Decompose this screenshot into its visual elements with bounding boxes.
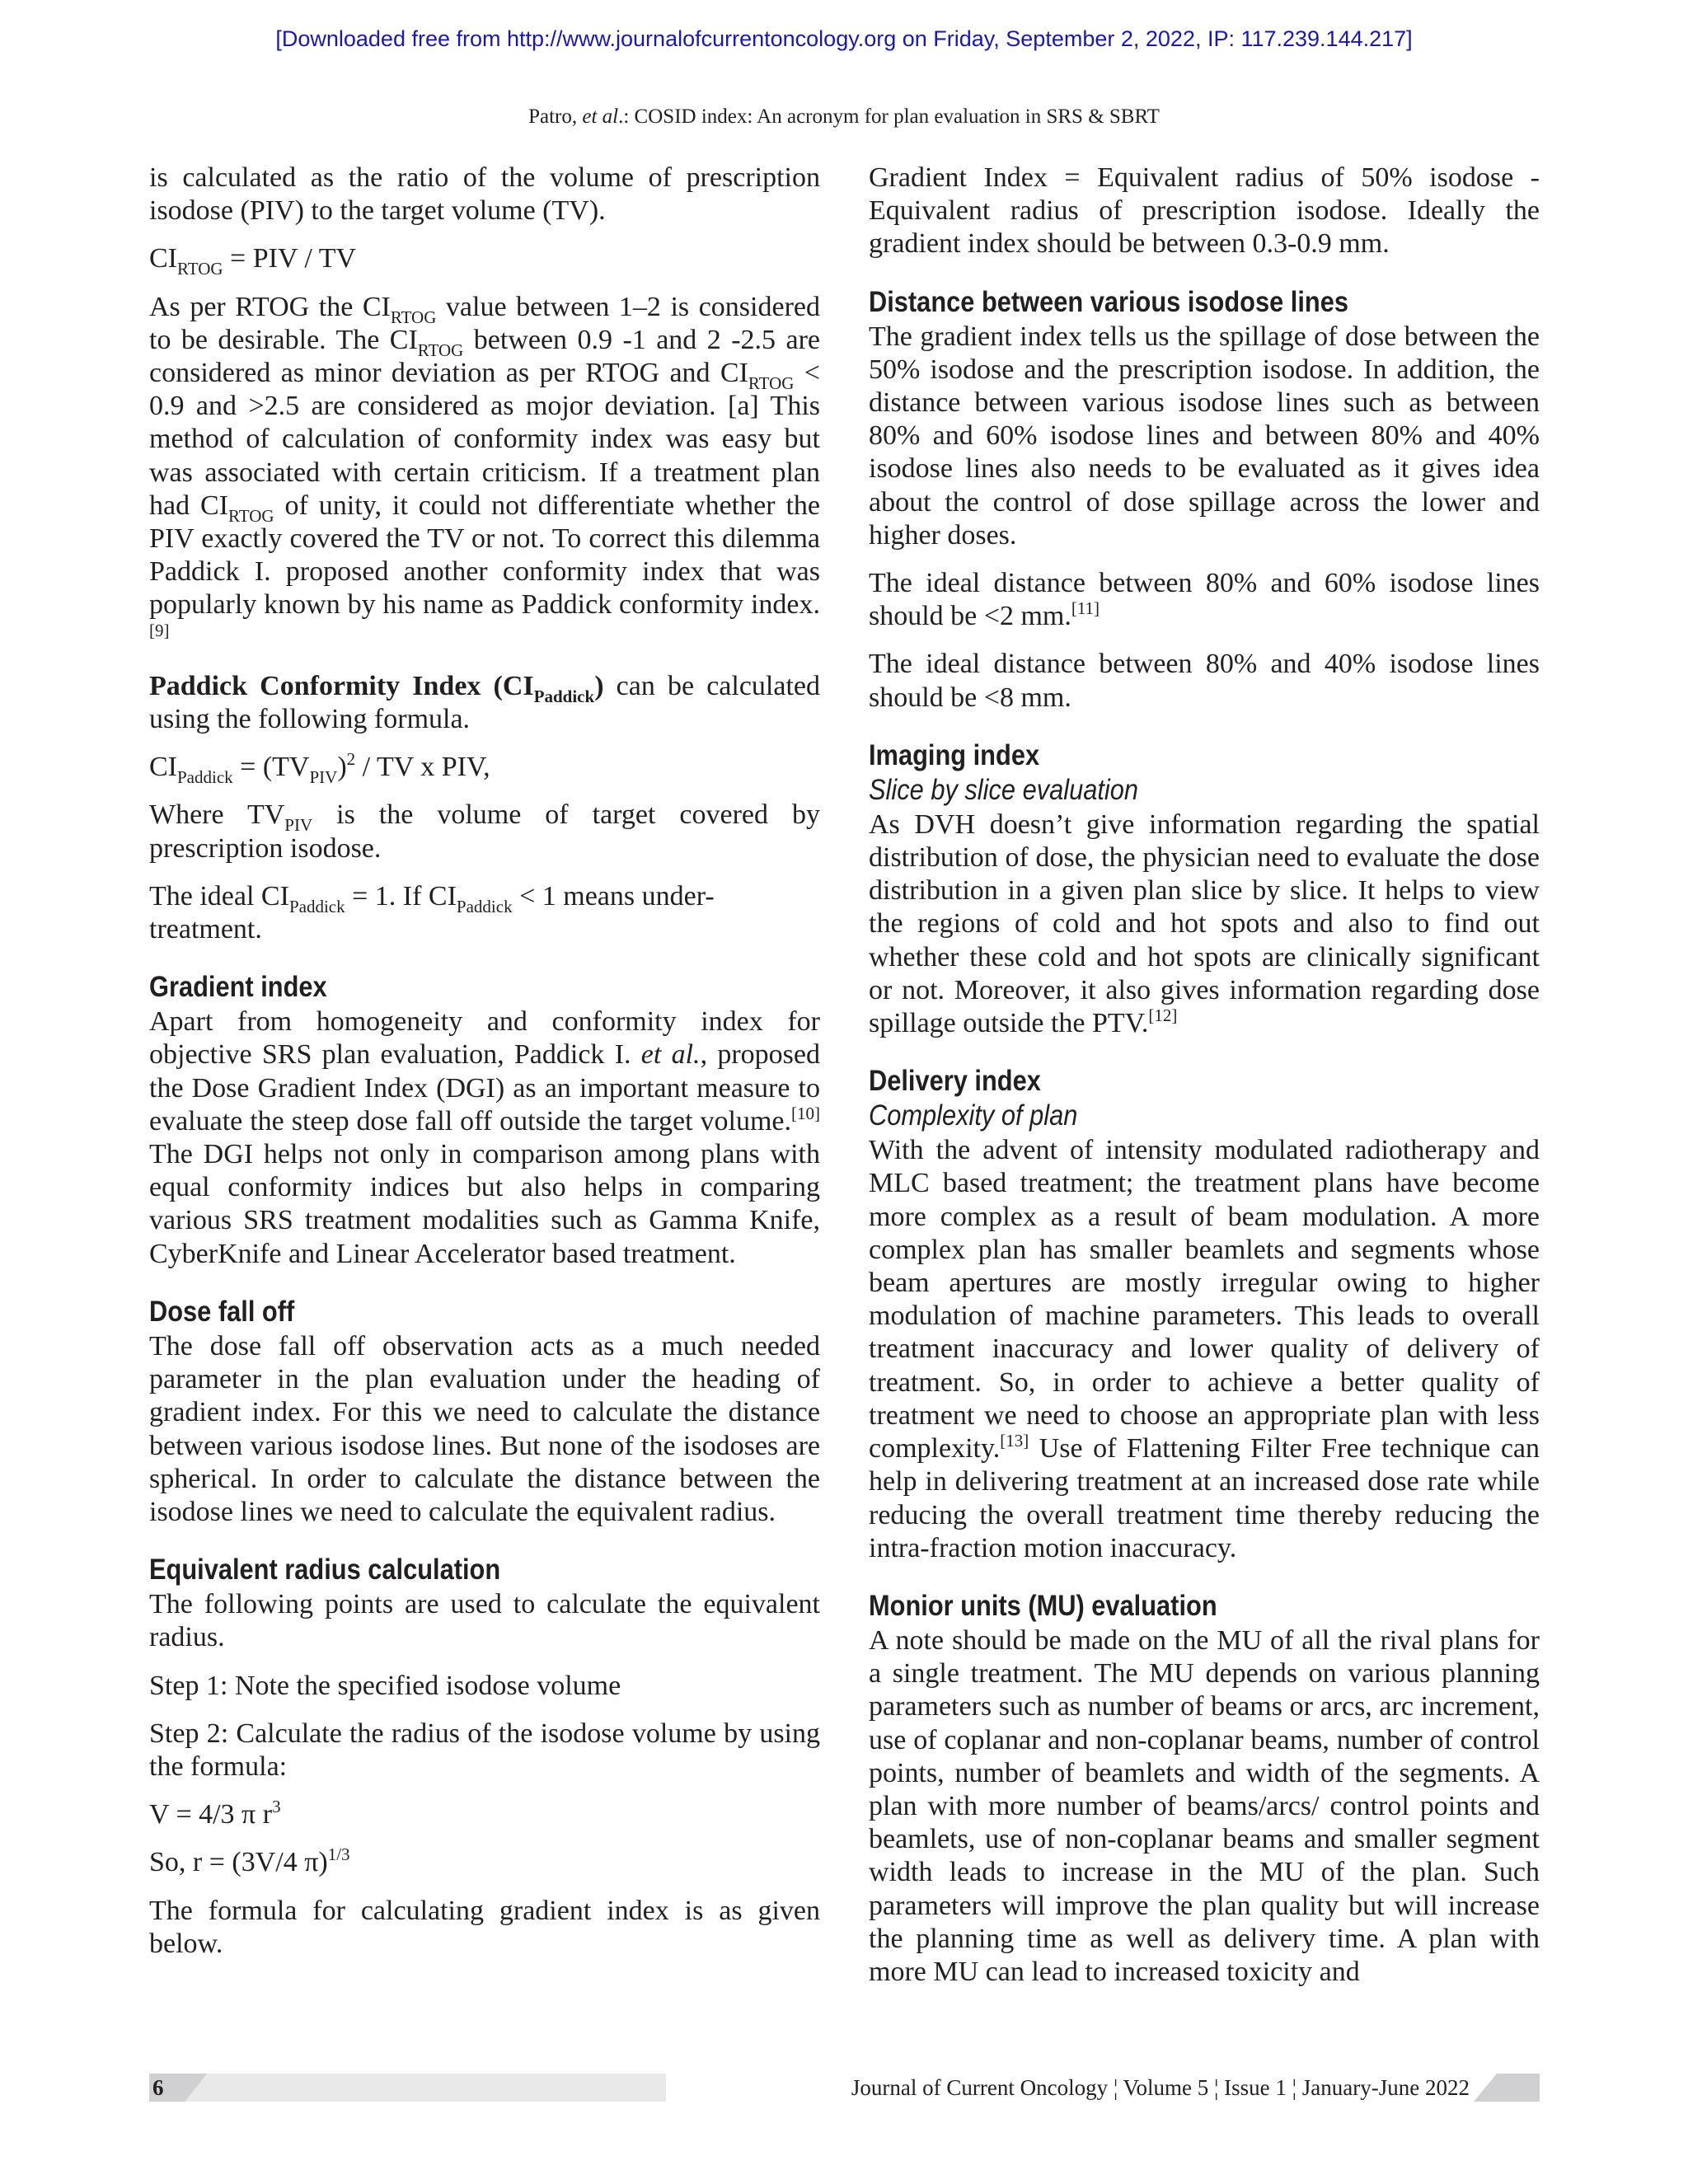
header-etal: et al (582, 105, 619, 128)
text-run: Where TV (149, 799, 285, 831)
text-run: / TV x PIV, (355, 752, 490, 783)
superscript: 3 (272, 1797, 281, 1817)
ideal-80-40-paragraph: The ideal distance between 80% and 40% isodose lines should be <8 mm. (869, 649, 1540, 713)
distance-isodose-heading: Distance between various isodose lines (869, 285, 1348, 318)
text-run: is the volume of target covered by prescription isodose. (149, 799, 820, 864)
header-authors: Patro, (528, 105, 583, 128)
superscript: 1/3 (327, 1844, 350, 1865)
subscript: RTOG (390, 307, 437, 327)
formula-sub: RTOG (177, 259, 223, 279)
gradient-index-paragraph (149, 1005, 820, 1271)
journal-info: Journal of Current Oncology ¦ Volume 5 ¦ Issue 1 ¦ January-June 2022 (851, 2075, 1470, 2100)
subscript: PIV (309, 767, 338, 788)
subscript: RTOG (228, 505, 274, 526)
delivery-index-paragraph (869, 1134, 1540, 1565)
formula-intro-paragraph: The formula for calculating gradient index is as given below. (149, 1895, 820, 1959)
delivery-index-heading: Delivery index (869, 1065, 1041, 1098)
text-run: With the advent of intensity modulated radiotherapy and MLC based treatment; the treatment plans have become more complex as a result of beam modulation. A more complex plan has smaller beamlets and segments whose beam apertures are mostly irregular owing to higher modulation of machine parameters. This leads to overall treatment inaccuracy and lower quality of delivery of treatment. So, in order to achieve a better quality of treatment we need to choose an appropriate plan with less complexity. (869, 1135, 1540, 1465)
right-column (869, 162, 1540, 2004)
volume-formula (149, 1798, 820, 1831)
gradient-formula-paragraph: Gradient Index = Equivalent radius of 50% isodose - Equivalent radius of prescription isodose. Ideally the gradient index should be between 0.3-0.9 mm. (869, 162, 1540, 260)
subscript: Paddick (288, 896, 345, 916)
text-run: can be calculated using the following formula. (149, 670, 820, 735)
bold-term: Paddick Conformity Index (CI (149, 670, 534, 701)
ci-rtog-formula (149, 242, 820, 279)
text-run: As DVH doesn’t give information regarding the spatial distribution of dose, the physician need to evaluate the dose distribution in a given plan slice by slice. It helps to view the regions of cold and hot spots and also to find out whether these cold and hot spots are clinically significant or not. Moreover, it also gives information regarding dose spillage outside the PTV. (869, 808, 1540, 1039)
text-run: = (TV (232, 752, 310, 783)
monitor-units-heading: Monior units (MU) evaluation (869, 1589, 1217, 1622)
italic-text: et al. (640, 1039, 701, 1071)
text-run: Apart from homogeneity and conformity index for objective SRS plan evaluation, Paddick I. (149, 1006, 820, 1071)
download-banner: [Downloaded free from http://www.journalofcurrentoncology.org on Friday, September 2, 2022, IP: 117.239.144.217] (275, 26, 1413, 51)
step-2: Step 2: Calculate the radius of the isodose volume by using the formula: (149, 1718, 820, 1782)
ideal-paddick-paragraph (149, 880, 820, 946)
text-run: The ideal CI (149, 880, 289, 912)
subscript: Paddick (177, 767, 233, 788)
text-run: Use of Flattening Filter Free technique can help in delivering treatment at an increased dose rate while reducing the overall treatment time thereby reducing the intra-fraction motion inaccuracy. (869, 1433, 1540, 1563)
rtog-paragraph (149, 291, 820, 655)
where-paragraph (149, 799, 820, 865)
text-run: The DGI helps not only in comparison among plans with equal conformity indices but also helps in comparing various SRS treatment modalities such as Gamma Knife, CyberKnife and Linear Accelerator based treatment. (149, 1139, 820, 1269)
superscript: 2 (346, 749, 356, 770)
distance-isodose-paragraph: The gradient index tells us the spillage of dose between the 50% isodose and the prescription isodose. In addition, the distance between various isodose lines such as between 80% and 60% isodose lines and between 80% and 40% isodose lines also needs to be evaluated as it gives idea about the control of dose spillage across the lower and higher doses. (869, 321, 1540, 551)
text-run: As per RTOG the CI (149, 291, 391, 322)
delivery-index-subheading: Complexity of plan (869, 1099, 1078, 1132)
step-1: Step 1: Note the specified isodose volume (149, 1670, 621, 1701)
subscript: Paddick (456, 896, 513, 916)
radius-formula (149, 1846, 820, 1879)
text-run: = 1. If CI (345, 880, 457, 912)
paddick-intro-paragraph (149, 670, 820, 736)
text-run: , proposed the Dose Gradient Index (DGI) as an important measure to evaluate the steep dose fall off outside the target volume. (149, 1039, 820, 1137)
imaging-index-paragraph (869, 808, 1540, 1040)
subscript: RTOG (748, 373, 795, 394)
subscript: RTOG (417, 340, 464, 360)
citation-ref: [12] (1148, 1005, 1178, 1026)
equivalent-radius-paragraph: The following points are used to calculate the equivalent radius. (149, 1589, 820, 1653)
formula-rest: = PIV / TV (223, 243, 357, 274)
citation-ref: [9] (149, 620, 170, 640)
left-column (149, 162, 820, 1975)
text-run: V = 4/3 π r (149, 1799, 273, 1830)
formula-ci: CI (149, 243, 177, 274)
text-run: of unity, it could not differentiate whether the PIV exactly covered the TV or not. To correct this dilemma Paddick I. proposed another conformity index that was popularly known by his name as Paddick conformity index. (149, 490, 820, 621)
intro-paragraph: is calculated as the ratio of the volume of prescription isodose (PIV) to the target volume (TV). (149, 162, 820, 227)
text-run: < 0.9 and >2.5 are considered as mojor deviation. [a] This method of calculation of conformity index was easy but was associated with certain criticism. If a treatment plan had CI (149, 358, 820, 521)
imaging-index-subheading: Slice by slice evaluation (869, 773, 1139, 806)
header-title: .: COSID index: An acronym for plan evaluation in SRS & SBRT (618, 105, 1160, 128)
page-footer (149, 2074, 1540, 2103)
text-run: between 0.9 -1 and 2 -2.5 are considered as minor deviation as per RTOG and CI (149, 324, 820, 389)
citation-ref: [11] (1071, 598, 1100, 619)
subscript: PIV (284, 815, 313, 836)
equivalent-radius-heading: Equivalent radius calculation (149, 1554, 501, 1586)
text-run: The ideal distance between 80% and 60% isodose lines should be <2 mm. (869, 568, 1540, 632)
page-number: 6 (152, 2075, 164, 2100)
gradient-index-heading: Gradient index (149, 971, 327, 1004)
bold-term: ) (594, 670, 604, 701)
subscript: Paddick (533, 686, 595, 706)
text-run: CI (149, 752, 177, 783)
text-run: So, r = (3V/4 π) (149, 1847, 328, 1878)
running-header (0, 105, 1688, 129)
text-run: value between 1–2 is considered to be desirable. The CI (149, 291, 820, 355)
citation-ref: [10] (791, 1103, 820, 1123)
text-run: ) (337, 752, 347, 783)
dose-fall-off-paragraph: The dose fall off observation acts as a much needed parameter in the plan evaluation under the heading of gradient index. For this we need to calculate the distance between various isodose lines. But none of the isodoses are spherical. In order to calculate the distance between the isodose lines we need to calculate the equivalent radius. (149, 1330, 820, 1527)
monitor-units-paragraph: A note should be made on the MU of all the rival plans for a single treatment. The MU depends on various planning parameters such as number of beams or arcs, arc increment, use of coplanar and non-coplanar beams, number of control points, number of beamlets and width of the segments. A plan with more number of beams/arcs/ control points and beamlets, use of non-coplanar beams and smaller segment width leads to increase in the MU of the plan. Such parameters will improve the plan quality but will increase the planning time as well as delivery time. A plan with more MU can lead to increased toxicity and (869, 1624, 1540, 1987)
ideal-80-60-paragraph (869, 567, 1540, 633)
dose-fall-off-heading: Dose fall off (149, 1295, 295, 1328)
paddick-formula (149, 749, 820, 788)
text-run: < 1 means under-treatment. (149, 880, 715, 945)
imaging-index-heading: Imaging index (869, 738, 1040, 771)
citation-ref: [13] (1000, 1431, 1029, 1451)
